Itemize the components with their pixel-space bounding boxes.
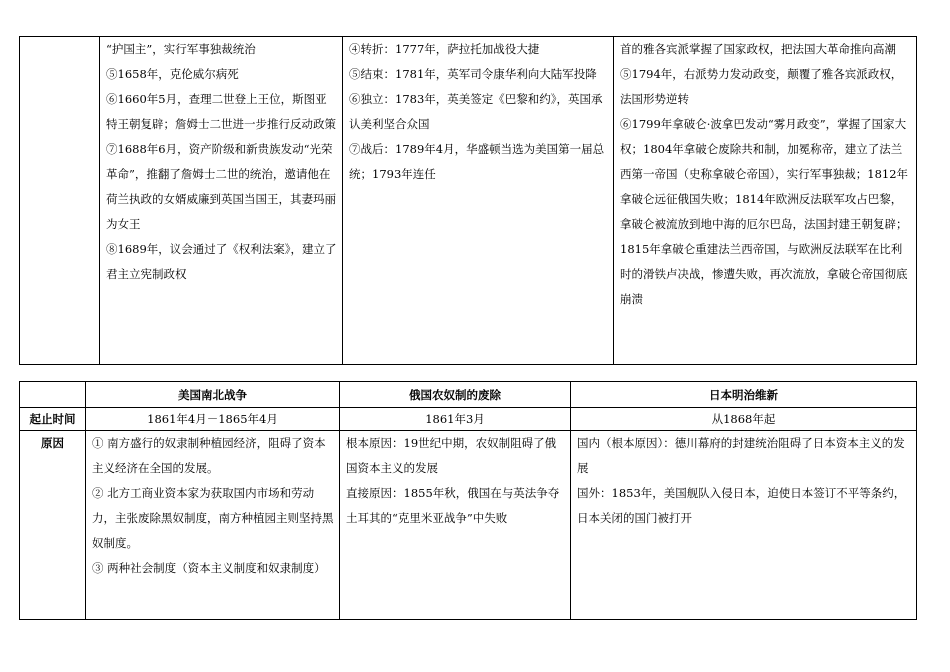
list-item: 首的雅各宾派掌握了国家政权，把法国大革命推向高潮 xyxy=(620,42,896,56)
cause-russia-cell xyxy=(340,431,571,620)
list-item: ⑥独立：1783年，英美签定《巴黎和约》，英国承认美利坚合众国 xyxy=(349,92,603,131)
time-japan: 从1868年起 xyxy=(571,408,917,431)
header-meiji-restoration: 日本明治维新 xyxy=(571,382,917,408)
row-label-time: 起止时间 xyxy=(20,408,86,431)
list-item: ⑦1688年6月，资产阶级和新贵族发动“光荣革命”，推翻了詹姆士二世的统治，邀请他在荷兰执政的女婿威廉到英国当国王，其妻玛丽为女王 xyxy=(106,142,336,231)
list-item: ⑥1799年拿破仑·波拿巴发动“雾月政变”，掌握了国家大权；1804年拿破仑废除共和制，加冕称帝，建立了法兰西第一帝国（史称拿破仑帝国），实行军事独裁；1812年拿破仑远征俄国失败；1814年欧洲反法联军攻占巴黎，拿破仑被流放到地中海的厄尔巴岛，法国封建王朝复辟；1815年拿破仑重建法兰西帝国，与欧洲反法联军在比利时的滑铁卢决战，惨遭失败，再次流放，拿破仑帝国彻底崩溃 xyxy=(620,117,909,306)
cause-us-cell xyxy=(86,431,340,620)
table-row xyxy=(20,37,917,365)
england-revolution-cell xyxy=(100,37,343,365)
list-item: ⑤1658年，克伦威尔病死 xyxy=(106,67,239,81)
table-row xyxy=(20,431,917,620)
list-item: ⑧1689年，议会通过了《权利法案》，建立了君主立宪制政权 xyxy=(106,242,337,281)
list-item: ④转折：1777年，萨拉托加战役大捷 xyxy=(349,42,540,56)
header-empty-cell xyxy=(20,382,86,408)
list-item: ② 北方工商业资本家为获取国内市场和劳动力，主张废除黑奴制度，南方种植园主则坚持黑奴制度。 xyxy=(92,486,334,550)
french-revolution-cell xyxy=(614,37,917,365)
list-item: 根本原因：19世纪中期，农奴制阻碍了俄国资本主义的发展 xyxy=(346,436,557,475)
header-us-civil-war: 美国南北战争 xyxy=(86,382,340,408)
list-item: 国外：1853年，美国舰队入侵日本，迫使日本签订不平等条约，日本关闭的国门被打开 xyxy=(577,486,906,525)
list-item: ③ 两种社会制度（资本主义制度和奴隶制度） xyxy=(92,561,326,575)
list-item: 国内（根本原因）：德川幕府的封建统治阻碍了日本资本主义的发展 xyxy=(577,436,905,475)
list-item: ① 南方盛行的奴隶制种植园经济，阻碍了资本主义经济在全国的发展。 xyxy=(92,436,326,475)
row-label-cause: 原因 xyxy=(20,431,86,620)
time-us: 1861年4月－1865年4月 xyxy=(86,408,340,431)
list-item: 直接原因：1855年秋，俄国在与英法争夺土耳其的“克里米亚战争”中失败 xyxy=(346,486,560,525)
list-item: ⑥1660年5月，查理二世登上王位，斯图亚特王朝复辟；詹姆士二世进一步推行反动政策 xyxy=(106,92,336,131)
bottom-history-table xyxy=(19,381,917,620)
list-item: ⑤1794年，右派势力发动政变，颠覆了雅各宾派政权，法国形势逆转 xyxy=(620,67,903,106)
header-russia-serfdom: 俄国农奴制的废除 xyxy=(340,382,571,408)
top-history-table xyxy=(19,36,917,365)
header-row xyxy=(20,382,917,408)
list-item: ⑤结束：1781年，英军司令康华利向大陆军投降 xyxy=(349,67,597,81)
cause-japan-cell xyxy=(571,431,917,620)
empty-cell xyxy=(20,37,100,365)
list-item: “护国主”，实行军事独裁统治 xyxy=(106,42,256,56)
list-item: ⑦战后：1789年4月，华盛顿当选为美国第一届总统；1793年连任 xyxy=(349,142,605,181)
time-russia: 1861年3月 xyxy=(340,408,571,431)
table-row xyxy=(20,408,917,431)
american-independence-cell xyxy=(343,37,614,365)
